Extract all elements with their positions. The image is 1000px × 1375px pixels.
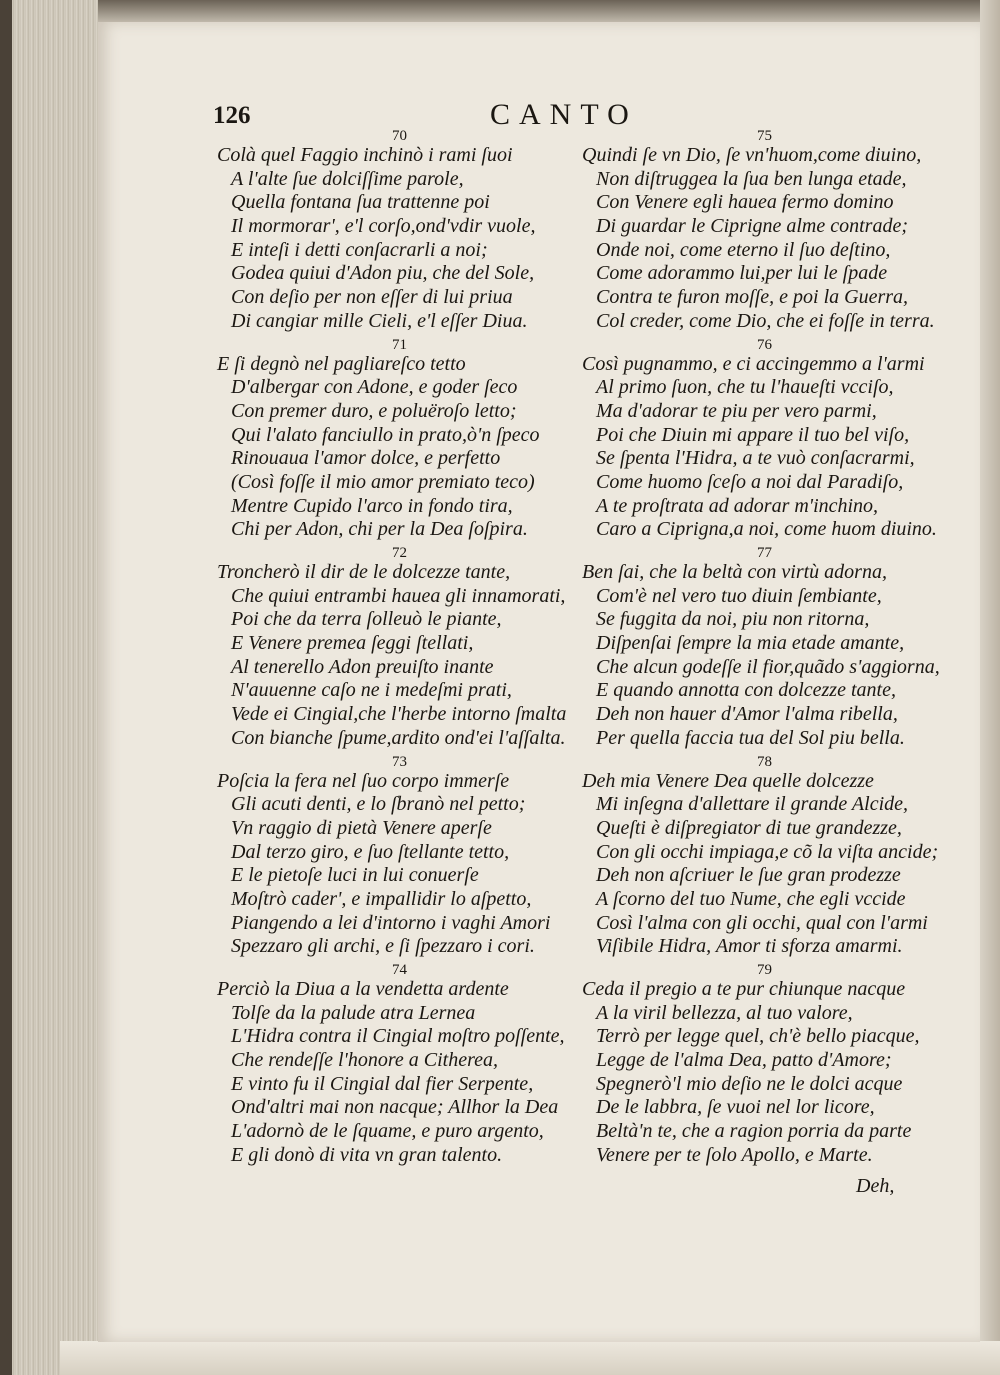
verse-line: Ond'altri mai non nacque; Allhor la Dea: [231, 1096, 559, 1119]
stanza: [217, 128, 582, 334]
stanza-number: 78: [757, 753, 772, 770]
verse-line: Viſibile Hidra, Amor ti sforza amarmi.: [596, 935, 903, 958]
verse-line: Com'è nel vero tuo diuin ſembiante,: [596, 584, 882, 607]
stanza: [582, 545, 947, 751]
binding-shadow: [0, 0, 12, 1375]
verse-line: Se ſpenta l'Hidra, a te vuò conſacrarmi,: [596, 447, 915, 470]
verse-line: Rinouaua l'amor dolce, e perfetto: [231, 447, 501, 470]
verse-line: Con premer duro, e poluëroſo letto;: [231, 399, 517, 422]
verse-line: E inteſi i detti conſacrarli a noi;: [231, 238, 488, 261]
verse-line: L'Hidra contra il Cingial moſtro poſſente,: [231, 1025, 565, 1048]
stanza: [582, 337, 947, 543]
page-right-edge: [980, 0, 1000, 1375]
stanza-number: 76: [757, 336, 772, 353]
verse-line: Così l'alma con gli occhi, qual con l'armi: [596, 911, 928, 934]
verse-line: E ſi degnò nel pagliareſco tetto: [217, 352, 466, 375]
verse-line: Quindi ſe vn Dio, ſe vn'huom,come diuino,: [582, 144, 922, 166]
stanza-number: 71: [392, 336, 407, 353]
verse-line: Terrò per legge quel, ch'è bello piacque,: [596, 1025, 920, 1048]
stanza: [217, 962, 582, 1168]
verse-line: Di guardar le Ciprigne alme contrade;: [596, 215, 909, 238]
book-binding-edges: [0, 0, 98, 1375]
verse-line: Come huomo ſceſo a noi dal Paradiſo,: [596, 470, 904, 493]
verse-line: Spegnerò'l mio deſio ne le dolci acque: [596, 1072, 903, 1095]
verse-line: Ben ſai, che la beltà con virtù adorna,: [582, 561, 887, 583]
verse-line: Moſtrò cader', e impallidir lo aſpetto,: [231, 887, 532, 910]
verse-line: Perciò la Diua a la vendetta ardente: [217, 978, 509, 1000]
stanza: [217, 754, 582, 960]
verse-line: Onde noi, come eterno il ſuo deſtino,: [596, 238, 891, 261]
verse-line: Ma d'adorar te piu per vero parmi,: [596, 399, 877, 422]
verse-line: A l'alte ſue dolciſſime parole,: [231, 167, 464, 190]
verse-line: Deh non hauer d'Amor l'alma ribella,: [596, 703, 898, 726]
stanza-number: 73: [392, 753, 407, 770]
verse-line: (Così foſſe il mio amor premiato teco): [231, 470, 535, 493]
verse-line: Mentre Cupido l'arco in fondo tira,: [231, 494, 513, 517]
verse-line: Dal terzo giro, e ſuo ſtellante tetto,: [231, 840, 510, 863]
verse-line: Colà quel Faggio inchinò i rami ſuoi: [217, 144, 513, 166]
stanza-number: 77: [757, 545, 772, 561]
stanza: [582, 754, 947, 960]
verse-line: Che rendeſſe l'honore a Citherea,: [231, 1049, 499, 1072]
stanza-number: 79: [757, 962, 772, 978]
verse-line: Il mormorar', e'l corſo,ond'vdir vuole,: [231, 215, 536, 238]
verse-line: Che quiui entrambi hauea gli innamorati,: [231, 584, 566, 607]
verse-line: Al tenerello Adon preuiſto inante: [231, 655, 494, 678]
verse-line: Contra te furon moſſe, e poi la Guerra,: [596, 286, 909, 309]
verse-line: Qui l'alato fanciullo in prato,ò'n ſpeco: [231, 423, 540, 446]
verse-line: Vn raggio di pietà Venere aperſe: [231, 816, 492, 839]
verse-line: Deh non aſcriuer le ſue gran prodezze: [596, 864, 901, 887]
verse-line: E quando annotta con dolcezze tante,: [596, 679, 896, 702]
verse-line: Poſcia la fera nel ſuo corpo immerſe: [217, 769, 510, 792]
stanza-number: 74: [392, 962, 407, 978]
verse-line: Con deſio per non eſſer di lui priua: [231, 286, 513, 309]
catchword: Deh,: [856, 1175, 895, 1197]
verse-line: Troncherò il dir de le dolcezze tante,: [217, 561, 511, 583]
verse-line: Che alcun godeſſe il fior,quãdo s'aggiorna,: [596, 655, 940, 678]
verse-line: Se fuggita da noi, piu non ritorna,: [596, 608, 870, 631]
verse-line: Caro a Ciprigna,a noi, come huom diuino.: [596, 518, 937, 541]
verse-line: Piangendo a lei d'intorno i vaghi Amori: [231, 911, 551, 934]
stanza-number: 75: [757, 128, 772, 144]
verse-line: Ceda il pregio a te pur chiunque nacque: [582, 978, 906, 1000]
verse-line: De le labbra, ſe vuoi nel lor licore,: [596, 1096, 875, 1119]
verse-line: Tolſe da la palude atra Lernea: [231, 1001, 476, 1024]
verse-line: A ſcorno del tuo Nume, che egli vccide: [596, 887, 906, 910]
verse-line: Poi che da terra ſolleuò le piante,: [231, 608, 502, 631]
verse-line: A te proſtrata ad adorar m'inchino,: [596, 494, 879, 517]
verse-line: Legge de l'alma Dea, patto d'Amore;: [596, 1049, 892, 1072]
verse-line: Mi inſegna d'allettare il grande Alcide,: [596, 793, 909, 816]
verse-line: D'albergar con Adone, e goder ſeco: [231, 376, 518, 399]
verse-line: Poi che Diuin mi appare il tuo bel viſo,: [596, 423, 910, 446]
verse-line: A la viril bellezza, al tuo valore,: [596, 1001, 853, 1024]
verse-line: Come adorammo lui,per lui le ſpade: [596, 262, 888, 285]
stanza-number: 72: [392, 545, 407, 561]
page-number: 126: [213, 102, 251, 129]
verse-line: Queſti è diſpregiator di tue grandezze,: [596, 816, 902, 839]
verse-line: L'adornò de le ſquame, e puro argento,: [231, 1120, 544, 1143]
verse-line: Con gli occhi impiaga,e cõ la viſta ancide;: [596, 840, 939, 863]
verse-line: Per quella faccia tua del Sol piu bella.: [596, 726, 905, 749]
verse-line: Di cangiar mille Cieli, e'l eſſer Diua.: [231, 309, 528, 332]
verse-line: Chi per Adon, chi per la Dea ſoſpira.: [231, 518, 528, 541]
verse-line: Gli acuti denti, e lo ſbranò nel petto;: [231, 793, 526, 816]
verse-line: Così pugnammo, e ci accingemmo a l'armi: [582, 352, 925, 375]
verse-line: Vede ei Cingial,che l'herbe intorno ſmalta: [231, 703, 567, 726]
verse-line: Diſpenſai ſempre la mia etade amante,: [596, 632, 905, 655]
verse-line: Venere per te ſolo Apollo, e Marte.: [596, 1143, 873, 1166]
verse-line: E vinto fu il Cingial dal fier Serpente,: [231, 1072, 534, 1095]
stanza: [217, 545, 582, 751]
verse-line: Al primo ſuon, che tu l'haueſti vcciſo,: [596, 376, 894, 399]
page-bottom-edge: [60, 1341, 1000, 1375]
stanza-number: 70: [392, 128, 407, 144]
stanza: [217, 337, 582, 543]
verse-line: Con Venere egli hauea fermo domino: [596, 191, 894, 214]
verse-line: Con bianche ſpume,ardito ond'ei l'aſſalta.: [231, 726, 566, 749]
running-head: CANTO: [490, 98, 638, 131]
verse-line: E gli donò di vita vn gran talento.: [231, 1143, 503, 1166]
verse-line: E Venere premea ſeggi ſtellati,: [231, 632, 474, 655]
verse-line: Beltà'n te, che a ragion porria da parte: [596, 1120, 912, 1143]
verse-line: Quella fontana ſua trattenne poi: [231, 191, 490, 214]
right-column: [582, 128, 947, 1171]
verse-line: Godea quiui d'Adon piu, che del Sole,: [231, 262, 535, 285]
verse-line: Spezzaro gli archi, e ſi ſpezzaro i cori.: [231, 935, 535, 958]
verse-line: Col creder, come Dio, che ei foſſe in terra.: [596, 309, 935, 332]
stanza: [582, 962, 947, 1168]
verse-line: N'auuenne caſo ne i medeſmi prati,: [231, 679, 512, 702]
verse-line: Non diſtruggea la ſua ben lunga etade,: [596, 167, 907, 190]
stanza: [582, 128, 947, 334]
left-column: [217, 128, 582, 1171]
verse-line: E le pietoſe luci in lui conuerſe: [231, 864, 479, 887]
verse-line: Deh mia Venere Dea quelle dolcezze: [582, 769, 874, 792]
